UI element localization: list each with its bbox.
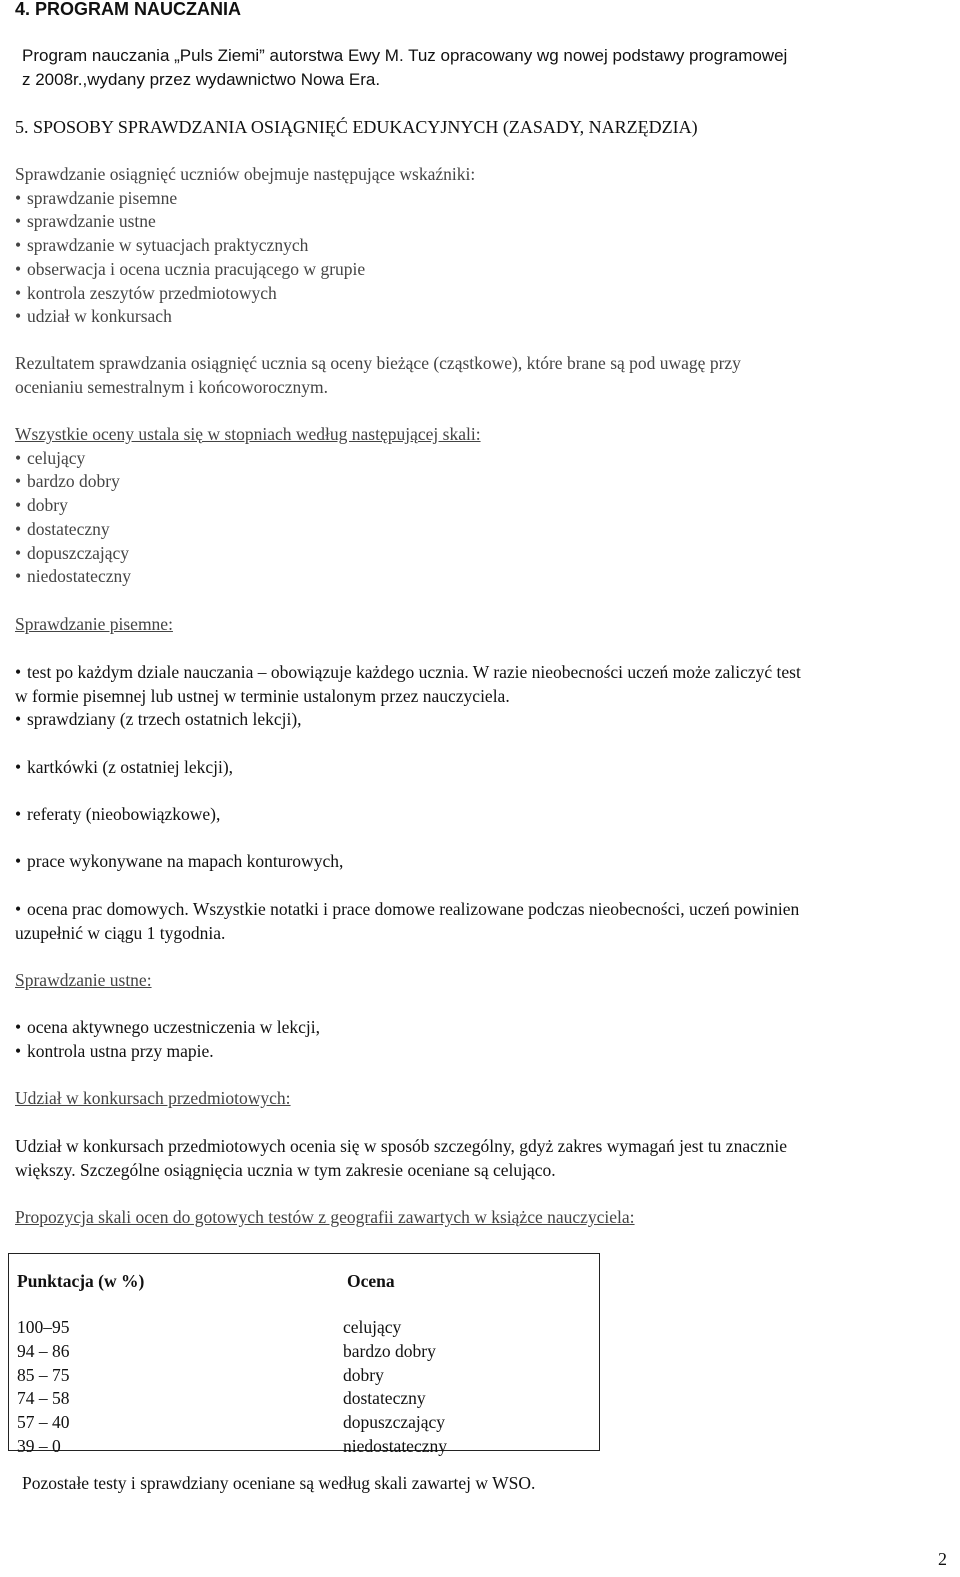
written-item-1-cont: w formie pisemnej lub ustnej w terminie ustalonym przez nauczyciela. (15, 685, 510, 706)
list-item: • celujący (15, 447, 953, 471)
program-description (22, 44, 922, 92)
table-header-points: Punktacja (w %) (17, 1271, 145, 1291)
table-cell-grade: dopuszczający (343, 1412, 446, 1433)
indicators-block (15, 163, 953, 329)
written-item-6-cont: uzupełnić w ciągu 1 tygodnia. (15, 922, 226, 943)
table-cell-grade: dobry (343, 1364, 384, 1385)
table-row (17, 1387, 577, 1411)
list-item: • referaty (nieobowiązkowe), (15, 803, 953, 827)
program-line-2: z 2008r.,wydany przez wydawnictwo Nowa Era. (22, 70, 381, 89)
table-header-grade: Ocena (347, 1271, 395, 1291)
contest-paragraph (15, 1135, 953, 1182)
indicators-intro: Sprawdzanie osiągnięć uczniów obejmuje następujące wskaźniki: (15, 164, 476, 184)
table-row (17, 1340, 577, 1364)
result-line-1: Rezultatem sprawdzania osiągnięć ucznia są oceny bieżące (cząstkowe), które brane są pod uwagę przy (15, 353, 741, 373)
scale-block (15, 423, 953, 589)
list-item: • obserwacja i ocena ucznia pracującego w grupie (15, 258, 953, 282)
result-line-2: ocenianiu semestralnym i końcoworocznym. (15, 376, 328, 397)
written-item-1 (15, 661, 953, 708)
list-item: • udział w konkursach (15, 305, 953, 329)
list-item: • test po każdym dziale nauczania – obowiązuje każdego ucznia. W razie nieobecności uczeń może zaliczyć test (15, 661, 953, 685)
list-item: • bardzo dobry (15, 470, 953, 494)
contest-heading: Udział w konkursach przedmiotowych: (15, 1088, 291, 1108)
table-cell-points: 74 – 58 (17, 1388, 70, 1409)
written-item-5 (15, 850, 953, 874)
written-item-3 (15, 756, 953, 780)
list-item: • ocena prac domowych. Wszystkie notatki i prace domowe realizowane podczas nieobecności, uczeń powinien (15, 898, 953, 922)
written-item-2 (15, 708, 953, 732)
scale-intro: Wszystkie oceny ustala się w stopniach według następującej skali: (15, 424, 481, 444)
written-heading: Sprawdzanie pisemne: (15, 614, 173, 634)
program-line-1: Program nauczania „Puls Ziemi” autorstwa Ewy M. Tuz opracowany wg nowej podstawy programowej (22, 46, 788, 65)
list-item: • sprawdzanie ustne (15, 210, 953, 234)
table-cell-points: 57 – 40 (17, 1412, 70, 1433)
list-item: • niedostateczny (15, 565, 953, 589)
contest-line-2: większy. Szczególne osiągnięcia ucznia w tym zakresie oceniane są celująco. (15, 1159, 556, 1180)
table-cell-points: 85 – 75 (17, 1364, 70, 1385)
page-number: 2 (938, 1549, 947, 1569)
table-cell-grade: bardzo dobry (343, 1340, 436, 1361)
list-item: • sprawdzanie w sytuacjach praktycznych (15, 234, 953, 258)
list-item: • dobry (15, 494, 953, 518)
table-cell-grade: celujący (343, 1317, 402, 1337)
table-cell-points: 94 – 86 (17, 1340, 70, 1361)
list-item: • sprawdzanie pisemne (15, 187, 953, 211)
list-item: • dopuszczający (15, 542, 953, 566)
list-item: • prace wykonywane na mapach konturowych, (15, 850, 953, 874)
table-body (17, 1316, 577, 1459)
table-row (17, 1411, 577, 1435)
contest-line-1: Udział w konkursach przedmiotowych ocenia się w sposób szczególny, gdyż zakres wymagań jest tu znacznie (15, 1136, 788, 1156)
oral-block (15, 1016, 953, 1063)
oral-heading: Sprawdzanie ustne: (15, 970, 152, 990)
footer-note: Pozostałe testy i sprawdziany oceniane są według skali zawartej w WSO. (22, 1473, 536, 1493)
table-row (17, 1435, 577, 1459)
section-4-heading: 4. PROGRAM NAUCZANIA (15, 0, 242, 19)
table-row (17, 1364, 577, 1388)
written-item-4 (15, 803, 953, 827)
list-item: • kontrola zeszytów przedmiotowych (15, 282, 953, 306)
list-item: • sprawdziany (z trzech ostatnich lekcji), (15, 708, 953, 732)
list-item: • dostateczny (15, 518, 953, 542)
indicators-list (15, 187, 953, 329)
result-paragraph (15, 352, 953, 399)
list-item: • ocena aktywnego uczestniczenia w lekcji, (15, 1016, 953, 1040)
list-item: • kontrola ustna przy mapie. (15, 1040, 953, 1064)
oral-list (15, 1016, 953, 1063)
table-row (17, 1316, 577, 1340)
table-cell-grade: niedostateczny (343, 1435, 447, 1456)
table-cell-grade: dostateczny (343, 1388, 426, 1409)
list-item: • kartkówki (z ostatniej lekcji), (15, 756, 953, 780)
section-5-heading: 5. SPOSOBY SPRAWDZANIA OSIĄGNIĘĆ EDUKACYJNYCH (ZASADY, NARZĘDZIA) (15, 117, 698, 137)
grade-table (8, 1253, 600, 1456)
proposal-heading: Propozycja skali ocen do gotowych testów z geografii zawartych w książce nauczyciela: (15, 1207, 635, 1227)
written-item-6 (15, 898, 953, 945)
scale-list (15, 447, 953, 589)
table-cell-points: 100–95 (17, 1317, 70, 1337)
table-cell-points: 39 – 0 (17, 1435, 61, 1456)
